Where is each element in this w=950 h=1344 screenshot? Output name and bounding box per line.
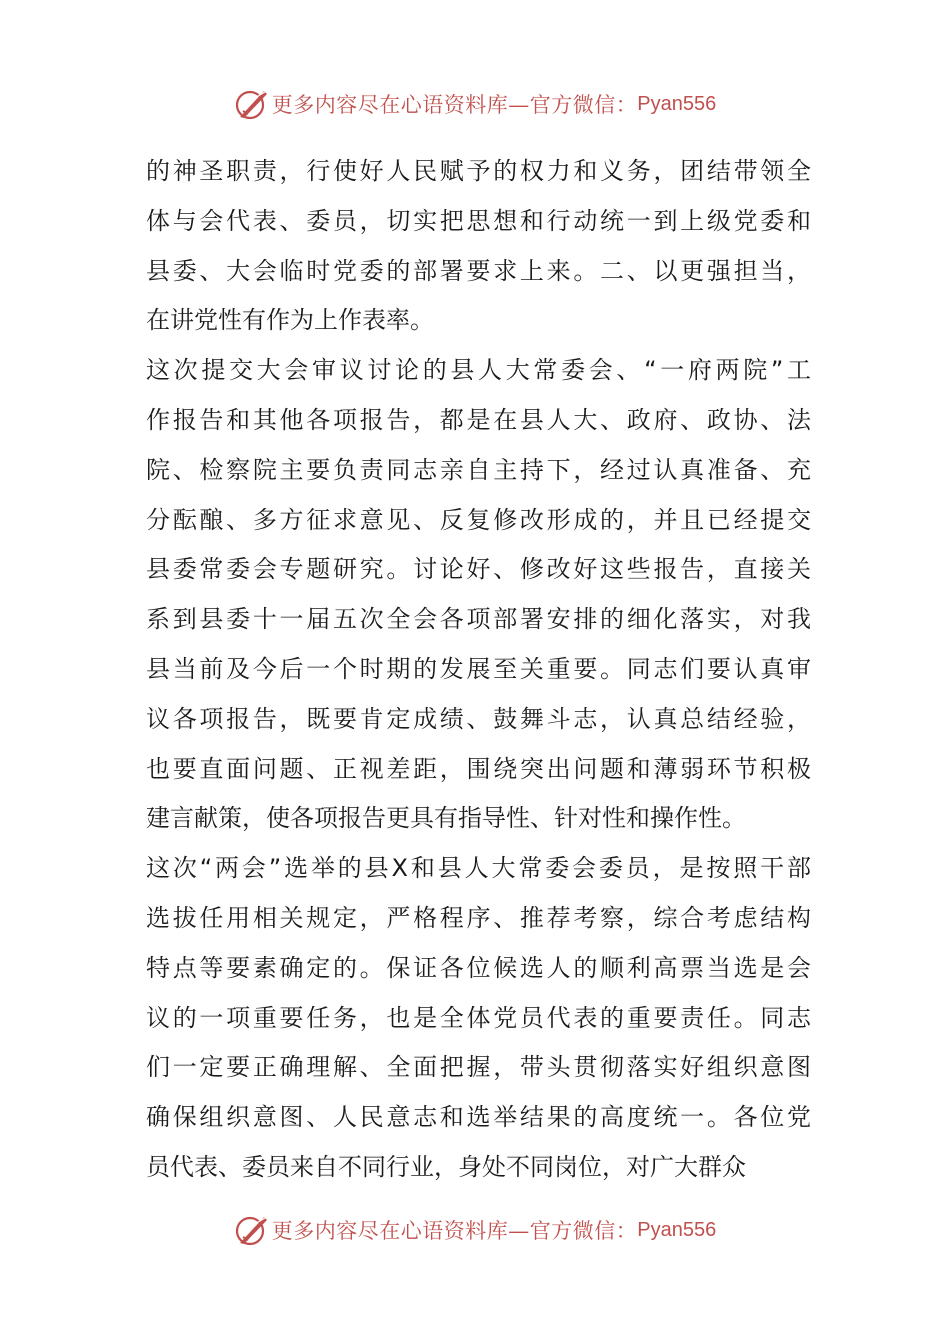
banner-wechat-id: Pyan556 — [637, 92, 717, 115]
document-body — [146, 147, 811, 1193]
body-text-line: 这次“两会”选举的县X和县人大常委会委员，是按照干部 — [146, 854, 811, 883]
header-watermark-banner — [0, 84, 950, 124]
body-text-line: 建言献策，使各项报告更具有指导性、针对性和操作性。 — [146, 804, 746, 833]
body-text-line: 这次提交大会审议讨论的县人大常委会、“一府两院”工 — [146, 356, 811, 385]
body-text-line: 也要直面问题、正视差距，围绕突出问题和薄弱环节积极 — [146, 754, 811, 783]
body-text-line: 县委、大会临时党委的部署要求上来。二、以更强担当， — [146, 256, 811, 285]
quill-logo-icon — [234, 1212, 270, 1248]
body-text-line: 确保组织意图、人民意志和选举结果的高度统一。各位党 — [146, 1103, 811, 1132]
body-text-line: 员代表、委员来自不同行业，身处不同岗位，对广大群众 — [146, 1152, 746, 1181]
body-text-line: 在讲党性有作为上作表率。 — [146, 306, 434, 335]
body-text-line: 分酝酿、多方征求意见、反复修改形成的，并且已经提交 — [146, 505, 811, 534]
body-text-line: 院、检察院主要负责同志亲自主持下，经过认真准备、充 — [146, 455, 811, 484]
body-text-line: 县委常委会专题研究。讨论好、修改好这些报告，直接关 — [146, 555, 811, 584]
body-text-line: 县当前及今后一个时期的发展至关重要。同志们要认真审 — [146, 654, 811, 683]
body-text-line: 议的一项重要任务，也是全体党员代表的重要责任。同志 — [146, 1003, 811, 1032]
body-text-line: 作报告和其他各项报告，都是在县人大、政府、政协、法 — [146, 405, 811, 434]
body-text-line: 选拔任用相关规定，严格程序、推荐考察，综合考虑结构 — [146, 903, 811, 932]
body-text-line: 系到县委十一届五次全会各项部署安排的细化落实，对我 — [146, 605, 811, 634]
body-text-line: 议各项报告，既要肯定成绩、鼓舞斗志，认真总结经验， — [146, 704, 811, 733]
footer-watermark-banner — [0, 1210, 950, 1250]
body-text-line: 的神圣职责，行使好人民赋予的权力和义务，团结带领全 — [146, 157, 811, 185]
banner-wechat-id: Pyan556 — [637, 1218, 717, 1241]
banner-text: 更多内容尽在心语资料库—官方微信： — [271, 93, 638, 117]
body-text-line: 特点等要素确定的。保证各位候选人的顺利高票当选是会 — [146, 953, 811, 982]
body-text-line: 们一定要正确理解、全面把握，带头贯彻落实好组织意图 — [146, 1053, 811, 1082]
banner-text: 更多内容尽在心语资料库—官方微信： — [271, 1219, 638, 1243]
quill-logo-icon — [234, 86, 270, 122]
body-text-line: 体与会代表、委员，切实把思想和行动统一到上级党委和 — [146, 206, 811, 235]
